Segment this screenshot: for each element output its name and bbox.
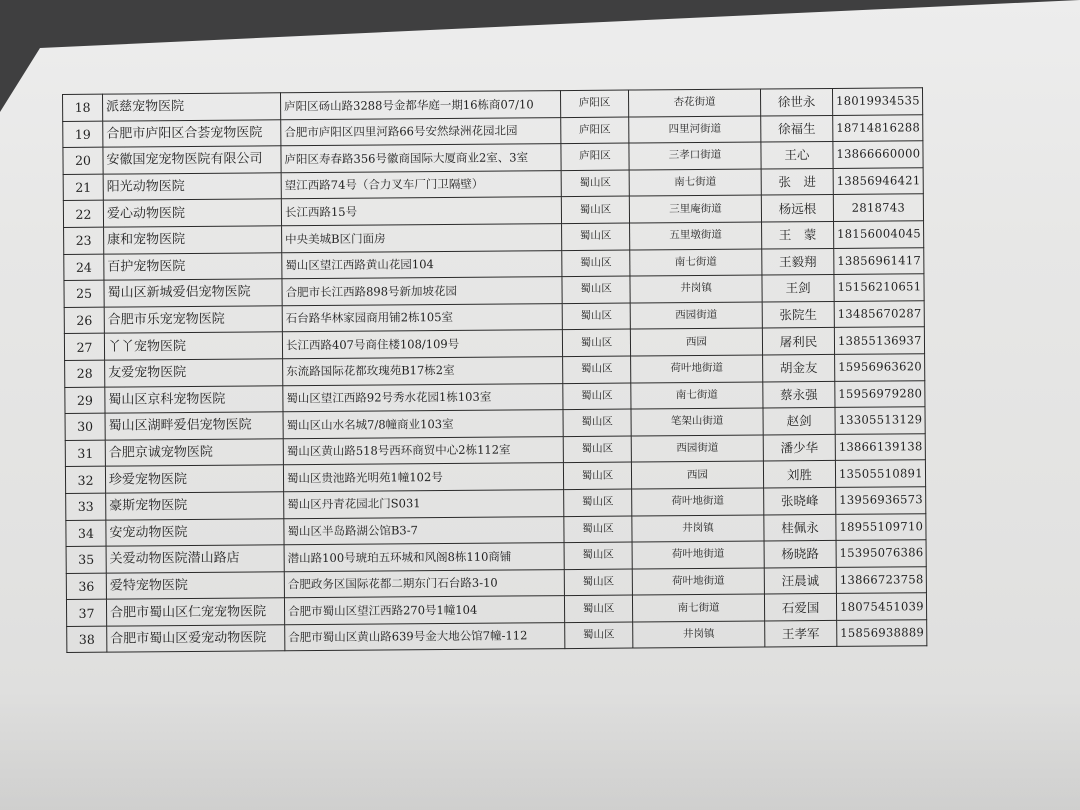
phone-number: 15956979280 (835, 380, 925, 407)
clinic-name: 蜀山区湖畔爱侣宠物医院 (105, 412, 283, 440)
clinic-address: 蜀山区望江西路92号秀水花园1栋103室 (283, 383, 563, 412)
clinic-name: 安徽国宠宠物医院有限公司 (103, 146, 281, 174)
contact-person: 张 进 (761, 168, 833, 195)
clinic-address: 石台路华林家园商用铺2栋105室 (282, 303, 562, 332)
street-subdistrict: 南七街道 (630, 249, 762, 277)
clinic-name: 合肥市庐阳区合荟宠物医院 (103, 119, 281, 147)
contact-person: 赵剑 (763, 408, 835, 435)
street-subdistrict: 南七街道 (631, 382, 763, 410)
paper-shadow (0, 690, 1080, 810)
phone-number: 15856938889 (837, 620, 927, 647)
row-number: 20 (63, 147, 103, 174)
district: 蜀山区 (563, 383, 631, 410)
district: 蜀山区 (561, 170, 629, 197)
clinic-address: 望江西路74号（合力叉车厂门卫隔壁） (281, 170, 561, 199)
row-number: 34 (66, 520, 106, 547)
contact-person: 杨远根 (761, 195, 833, 222)
clinic-name: 蜀山区京科宠物医院 (105, 385, 283, 413)
clinic-name: 合肥市乐宠宠物医院 (104, 306, 282, 334)
contact-person: 刘胜 (763, 461, 835, 488)
phone-number: 13305513129 (835, 407, 925, 434)
clinic-address: 东流路国际花都玫瑰苑B17栋2室 (283, 357, 563, 386)
clinic-address: 蜀山区望江西路黄山花园104 (282, 250, 562, 279)
street-subdistrict: 杏花街道 (628, 89, 760, 117)
phone-number: 13866139138 (835, 433, 925, 460)
district: 庐阳区 (561, 143, 629, 170)
street-subdistrict: 荷叶地街道 (632, 541, 764, 569)
district: 蜀山区 (564, 516, 632, 543)
phone-number: 18714816288 (833, 114, 923, 141)
district: 蜀山区 (562, 276, 630, 303)
street-subdistrict: 井岗镇 (633, 621, 765, 649)
clinic-address: 蜀山区半岛路湖公馆B3-7 (284, 516, 564, 545)
row-number: 22 (63, 201, 103, 228)
clinic-address: 长江西路15号 (281, 197, 561, 226)
row-number: 25 (64, 280, 104, 307)
district: 蜀山区 (565, 622, 633, 649)
clinic-name: 百护宠物医院 (104, 252, 282, 280)
clinic-name: 康和宠物医院 (104, 226, 282, 254)
district: 蜀山区 (562, 250, 630, 277)
contact-person: 徐福生 (761, 115, 833, 142)
clinic-address: 蜀山区贵池路光明苑1幢102号 (283, 463, 563, 492)
district: 蜀山区 (563, 462, 631, 489)
contact-person: 张院生 (762, 301, 834, 328)
clinic-name: 关爱动物医院潜山路店 (106, 545, 284, 573)
row-number: 37 (66, 599, 106, 626)
phone-number: 18019934535 (832, 88, 922, 115)
clinic-name: 友爱宠物医院 (105, 359, 283, 387)
contact-person: 胡金友 (763, 354, 835, 381)
clinic-address: 合肥市蜀山区望江西路270号1幢104 (284, 596, 564, 625)
row-number: 26 (64, 307, 104, 334)
row-number: 28 (65, 360, 105, 387)
phone-number: 13856946421 (833, 168, 923, 195)
district: 蜀山区 (563, 436, 631, 463)
clinic-name: 安宠动物医院 (106, 518, 284, 546)
clinic-table-container (62, 87, 927, 653)
phone-number: 13485670287 (834, 300, 924, 327)
district: 蜀山区 (564, 542, 632, 569)
street-subdistrict: 三孝口街道 (629, 142, 761, 170)
district: 蜀山区 (562, 223, 630, 250)
phone-number: 18156004045 (834, 221, 924, 248)
row-number: 31 (65, 440, 105, 467)
district: 蜀山区 (564, 569, 632, 596)
district: 蜀山区 (563, 356, 631, 383)
clinic-name: 派慈宠物医院 (103, 93, 281, 121)
contact-person: 潘少华 (763, 434, 835, 461)
phone-number: 18955109710 (836, 513, 926, 540)
contact-person: 汪晨诚 (764, 567, 836, 594)
table-body (63, 88, 927, 653)
clinic-address: 庐阳区寿春路356号徽商国际大厦商业2室、3室 (281, 144, 561, 173)
district: 蜀山区 (563, 409, 631, 436)
contact-person: 王心 (761, 142, 833, 169)
street-subdistrict: 井岗镇 (630, 275, 762, 303)
street-subdistrict: 四里河街道 (629, 116, 761, 144)
clinic-address: 长江西路407号商住楼108/109号 (282, 330, 562, 359)
contact-person: 王毅翔 (762, 248, 834, 275)
district: 蜀山区 (564, 489, 632, 516)
row-number: 36 (66, 573, 106, 600)
district: 蜀山区 (561, 196, 629, 223)
clinic-name: 合肥市蜀山区爱宠动物医院 (107, 625, 285, 653)
street-subdistrict: 西园 (631, 461, 763, 489)
contact-person: 徐世永 (760, 88, 832, 115)
phone-number: 13866723758 (836, 566, 926, 593)
phone-number: 2818743 (833, 194, 923, 221)
phone-number: 13856961417 (834, 247, 924, 274)
contact-person: 王孝军 (765, 620, 837, 647)
clinic-address: 潜山路100号琥珀五环城和风阁8栋110商铺 (284, 543, 564, 572)
clinic-name: 合肥京诚宠物医院 (105, 438, 283, 466)
clinic-address: 合肥市庐阳区四里河路66号安然绿洲花园北园 (281, 117, 561, 146)
street-subdistrict: 荷叶地街道 (632, 568, 764, 596)
district: 庐阳区 (561, 117, 629, 144)
phone-number: 13956936573 (836, 487, 926, 514)
phone-number: 13855136937 (834, 327, 924, 354)
clinic-name: 珍爱宠物医院 (105, 465, 283, 493)
phone-number: 15956963620 (835, 354, 925, 381)
clinic-address: 合肥政务区国际花都二期东门石台路3-10 (284, 569, 564, 598)
street-subdistrict: 荷叶地街道 (631, 355, 763, 383)
clinic-name: 丫丫宠物医院 (104, 332, 282, 360)
clinic-name: 爱心动物医院 (103, 199, 281, 227)
clinic-address: 合肥市长江西路898号新加坡花园 (282, 277, 562, 306)
row-number: 32 (65, 466, 105, 493)
street-subdistrict: 南七街道 (629, 169, 761, 197)
district: 庐阳区 (560, 90, 628, 117)
street-subdistrict: 西园街道 (631, 435, 763, 463)
row-number: 33 (66, 493, 106, 520)
phone-number: 15395076386 (836, 540, 926, 567)
row-number: 21 (63, 174, 103, 201)
district: 蜀山区 (562, 303, 630, 330)
clinic-name: 爱特宠物医院 (106, 571, 284, 599)
clinic-address: 庐阳区砀山路3288号金都华庭一期16栋商07/10 (280, 91, 560, 120)
clinic-name: 蜀山区新城爱侣宠物医院 (104, 279, 282, 307)
contact-person: 屠利民 (762, 328, 834, 355)
clinic-name: 豪斯宠物医院 (106, 492, 284, 520)
phone-number: 18075451039 (836, 593, 926, 620)
row-number: 19 (63, 121, 103, 148)
contact-person: 蔡永强 (763, 381, 835, 408)
street-subdistrict: 西园 (630, 328, 762, 356)
phone-number: 15156210651 (834, 274, 924, 301)
clinic-table (62, 87, 927, 653)
row-number: 27 (64, 334, 104, 361)
street-subdistrict: 三里庵街道 (629, 195, 761, 223)
clinic-address: 蜀山区黄山路518号西环商贸中心2栋112室 (283, 436, 563, 465)
row-number: 35 (66, 546, 106, 573)
district: 蜀山区 (562, 329, 630, 356)
row-number: 38 (67, 626, 107, 653)
phone-number: 13505510891 (835, 460, 925, 487)
row-number: 29 (65, 387, 105, 414)
contact-person: 杨晓路 (764, 541, 836, 568)
clinic-address: 中央美城B区门面房 (282, 224, 562, 253)
row-number: 30 (65, 413, 105, 440)
row-number: 18 (63, 94, 103, 121)
clinic-name: 合肥市蜀山区仁宠宠物医院 (106, 598, 284, 626)
contact-person: 张晓峰 (764, 487, 836, 514)
contact-person: 石爱国 (764, 594, 836, 621)
street-subdistrict: 笔架山街道 (631, 408, 763, 436)
contact-person: 桂佩永 (764, 514, 836, 541)
street-subdistrict: 井岗镇 (632, 515, 764, 543)
clinic-address: 蜀山区山水名城7/8幢商业103室 (283, 410, 563, 439)
clinic-address: 蜀山区丹青花园北门S031 (284, 489, 564, 518)
contact-person: 王剑 (762, 275, 834, 302)
street-subdistrict: 五里墩街道 (630, 222, 762, 250)
clinic-name: 阳光动物医院 (103, 173, 281, 201)
street-subdistrict: 荷叶地街道 (632, 488, 764, 516)
clinic-address: 合肥市蜀山区黄山路639号金大地公馆7幢-112 (285, 622, 565, 651)
row-number: 23 (64, 227, 104, 254)
row-number: 24 (64, 254, 104, 281)
street-subdistrict: 西园街道 (630, 302, 762, 330)
phone-number: 13866660000 (833, 141, 923, 168)
district: 蜀山区 (564, 595, 632, 622)
contact-person: 王 蒙 (762, 221, 834, 248)
street-subdistrict: 南七街道 (632, 594, 764, 622)
